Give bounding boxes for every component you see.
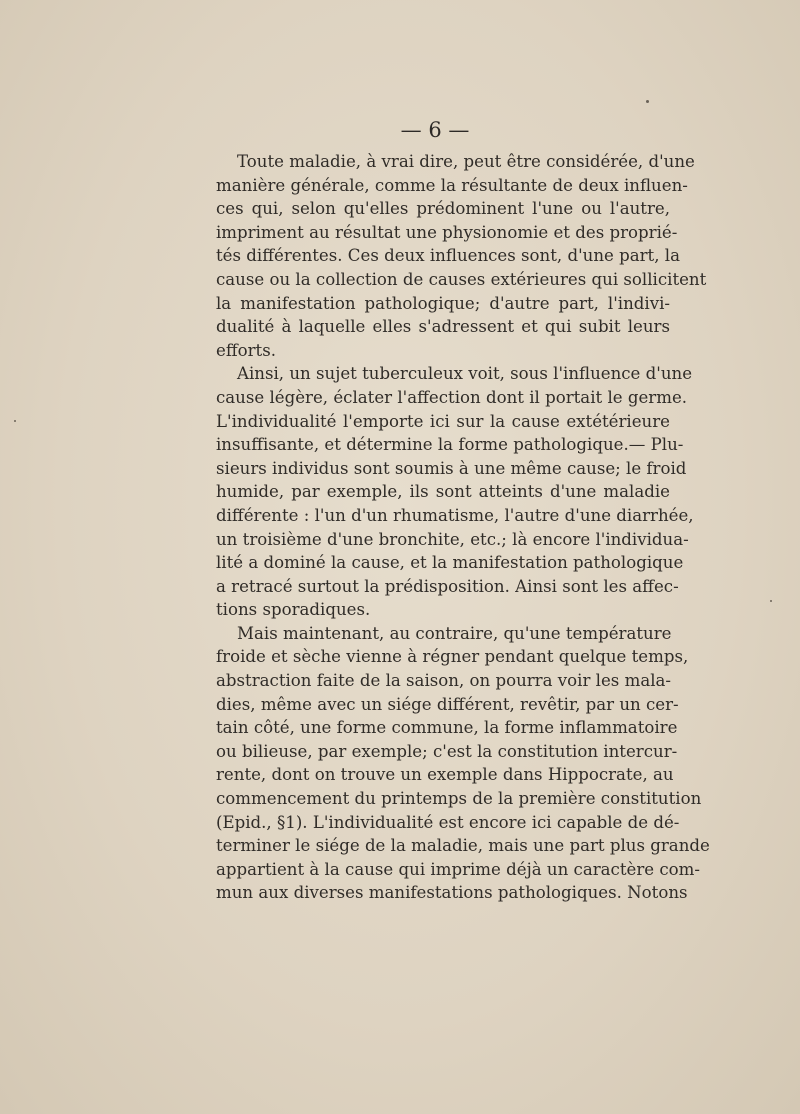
paragraph-2-line-8: un troisième d'une bronchite, etc.; là encore l'individua- [216,529,689,549]
paragraph-2-line-9: lité a dominé la cause, et la manifestation pathologique [216,553,684,573]
paragraph-3-line-8: commencement du printemps de la première constitution [216,789,702,809]
paragraph-2-line-1: Ainsi, un sujet tuberculeux voit, sous l'influence d'une [237,364,693,384]
paragraph-2-line-11: tions sporadiques. [216,600,371,620]
paper-speck [770,600,772,602]
page-number: — 6 — [400,118,470,142]
paragraph-1-line-2: manière générale, comme la résultante de deux influen- [216,175,688,195]
paragraph-1-line-4: impriment au résultat une physionomie et des proprié- [216,222,678,242]
paragraph-1-line-6: cause ou la collection de causes extérieures qui sollicitent [216,269,707,289]
paragraph-2-line-3: L'individualité l'emporte ici sur la cause extétérieure [216,411,670,431]
paragraph-3-line-9: (Epid., §1). L'individualité est encore ici capable de dé- [216,812,680,832]
paragraph-3-line-10: terminer le siége de la maladie, mais une part plus grande [216,836,710,856]
paragraph-3-line-11: appartient à la cause qui imprime déjà un caractère com- [216,859,700,879]
body-text [216,150,710,905]
paragraph-2-line-7: différente : l'un d'un rhumatisme, l'autre d'une diarrhée, [216,505,694,525]
paragraph-2-line-6: humide, par exemple, ils sont atteints d'une maladie [216,482,670,502]
paragraph-1-line-7: la manifestation pathologique; d'autre part, l'indivi- [216,293,670,313]
paragraph-2-line-5: sieurs individus sont soumis à une même cause; le froid [216,458,687,478]
paragraph-1-line-3: ces qui, selon qu'elles prédominent l'une ou l'autre, [216,199,670,219]
paper-speck [646,100,649,103]
paragraph-1-line-8: dualité à laquelle elles s'adressent et qui subit leurs [216,317,670,337]
paragraph-3-line-4: dies, même avec un siége différent, revêtir, par un cer- [216,694,679,714]
paragraph-2-line-2: cause légère, éclater l'affection dont il portait le germe. [216,387,688,407]
paragraph-1-line-1: Toute maladie, à vrai dire, peut être considérée, d'une [237,152,695,171]
paragraph-3-line-5: tain côté, une forme commune, la forme inflammatoire [216,718,678,738]
paragraph-2-line-10: a retracé surtout la prédisposition. Ainsi sont les affec- [216,576,679,596]
paragraph-3-line-2: froide et sèche vienne à régner pendant quelque temps, [216,647,689,667]
paragraph-3-line-12: mun aux diverses manifestations pathologiques. Notons [216,883,688,903]
paper-speck [14,420,16,422]
paragraph-3-line-1: Mais maintenant, au contraire, qu'une température [237,623,672,643]
paragraph-3-line-3: abstraction faite de la saison, on pourra voir les mala- [216,671,672,691]
paragraph-1-line-5: tés différentes. Ces deux influences sont, d'une part, la [216,246,680,266]
paragraph-3-line-6: ou bilieuse, par exemple; c'est la constitution intercur- [216,741,678,761]
paragraph-3-line-7: rente, dont on trouve un exemple dans Hippocrate, au [216,765,674,785]
paragraph-2-line-4: insuffisante, et détermine la forme pathologique.— Plu- [216,435,684,455]
paragraph-1-line-9: efforts. [216,340,276,360]
